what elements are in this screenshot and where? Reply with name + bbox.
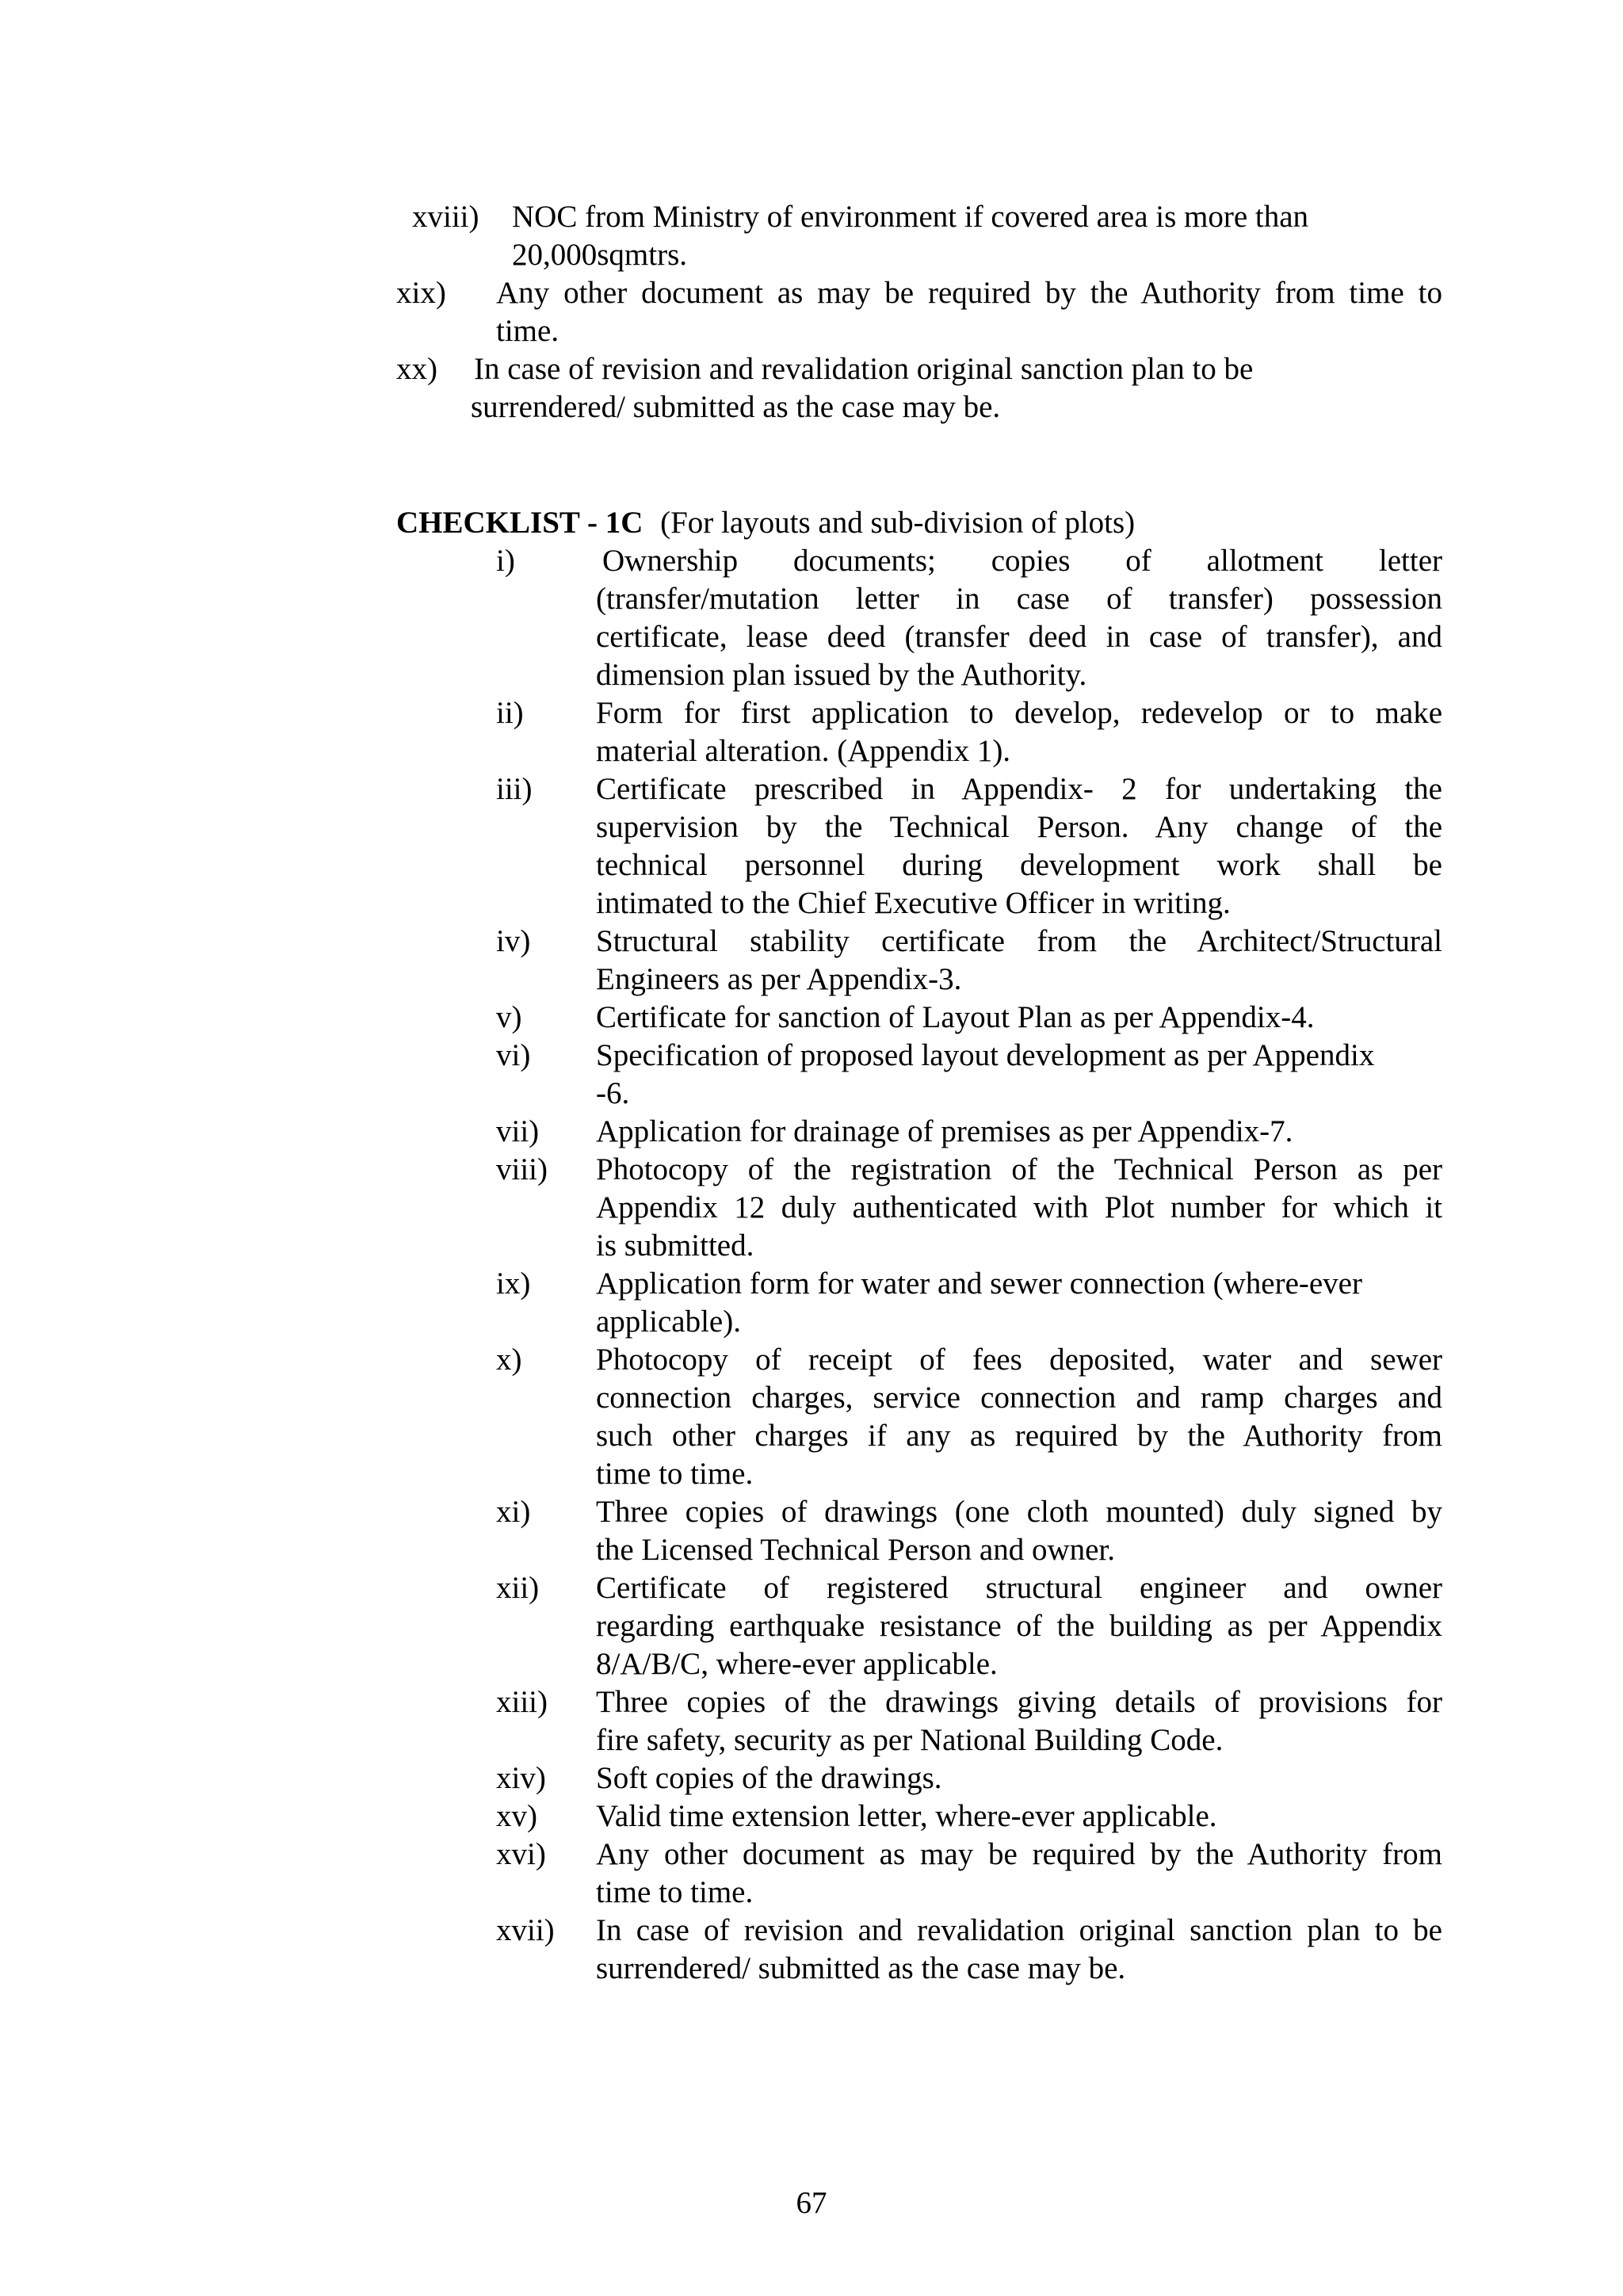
checklist-item-text: Three copies of drawings (one cloth mounted) duly signed by	[596, 1495, 1442, 1529]
checklist-item-text: Application form for water and sewer connection (where-ever	[596, 1266, 1362, 1301]
checklist-item-text: Any other document as may be required by the Authority from	[596, 1837, 1442, 1871]
checklist-item-number: ii)	[496, 696, 524, 730]
checklist-item-text: time to time.	[596, 1875, 754, 1909]
checklist-item-number: iv)	[496, 924, 531, 958]
checklist-item-text: Form for first application to develop, redevelop or to make	[596, 696, 1442, 730]
checklist-item-text: In case of revision and revalidation original sanction plan to be	[596, 1913, 1442, 1947]
checklist-item-text: intimated to the Chief Executive Officer in writing.	[596, 886, 1231, 920]
list-item-text: Any other document as may be required by the Authority from time to	[496, 276, 1442, 310]
list-item-text: surrendered/ submitted as the case may be.	[471, 390, 1001, 424]
checklist-item-text: time to time.	[596, 1457, 754, 1491]
checklist-item-number: xv)	[496, 1799, 537, 1833]
checklist-item-text: technical personnel during development work shall be	[596, 848, 1442, 882]
checklist-heading	[396, 504, 1135, 542]
checklist-item-number: xiv)	[496, 1761, 546, 1795]
checklist-item-number: v)	[496, 1000, 522, 1034]
checklist-item-text: such other charges if any as required by the Authority from	[596, 1419, 1442, 1453]
list-item-number: xx)	[396, 352, 437, 386]
checklist-item-text: Valid time extension letter, where-ever applicable.	[596, 1799, 1217, 1833]
checklist-item-number: xvi)	[496, 1837, 546, 1871]
checklist-item-text: the Licensed Technical Person and owner.	[596, 1533, 1116, 1567]
list-item-text: time.	[496, 314, 559, 348]
checklist-item-text: certificate, lease deed (transfer deed in case of transfer), and	[596, 620, 1442, 654]
checklist-item-text: fire safety, security as per National Building Code.	[596, 1723, 1224, 1757]
checklist-item-number: xiii)	[496, 1685, 548, 1719]
checklist-item-text: Engineers as per Appendix-3.	[596, 962, 962, 996]
checklist-item-text: Certificate of registered structural engineer and owner	[596, 1571, 1442, 1605]
checklist-item-text: Ownership documents; copies of allotment letter	[602, 544, 1442, 578]
list-item-number: xviii)	[412, 200, 479, 234]
list-item-text: NOC from Ministry of environment if covered area is more than	[512, 200, 1309, 234]
checklist-item-text: Three copies of the drawings giving details of provisions for	[596, 1685, 1442, 1719]
checklist-item-text: Photocopy of the registration of the Technical Person as per	[596, 1152, 1442, 1186]
checklist-item-text: material alteration. (Appendix 1).	[596, 734, 1011, 768]
checklist-item-number: xvii)	[496, 1913, 555, 1947]
checklist-item-number: iii)	[496, 772, 533, 806]
checklist-item-text: Application for drainage of premises as per Appendix-7.	[596, 1114, 1293, 1148]
checklist-item-text: Specification of proposed layout development as per Appendix	[596, 1038, 1375, 1072]
checklist-item-number: vii)	[496, 1114, 540, 1148]
checklist-item-number: vi)	[496, 1038, 531, 1072]
checklist-item-text: dimension plan issued by the Authority.	[596, 658, 1087, 692]
checklist-item-text: Certificate prescribed in Appendix- 2 for undertaking the	[596, 772, 1442, 806]
checklist-item-text: Structural stability certificate from the Architect/Structural	[596, 924, 1442, 958]
page-number: 67	[796, 2186, 827, 2220]
checklist-item-text: 8/A/B/C, where-ever applicable.	[596, 1647, 998, 1681]
checklist-item-text: -6.	[596, 1076, 630, 1110]
checklist-item-number: viii)	[496, 1152, 548, 1186]
checklist-item-number: xii)	[496, 1571, 540, 1605]
list-item-text: In case of revision and revalidation original sanction plan to be	[474, 352, 1254, 386]
checklist-item-number: x)	[496, 1343, 522, 1377]
checklist-item-text: regarding earthquake resistance of the building as per Appendix	[596, 1609, 1442, 1643]
checklist-title: CHECKLIST - 1C	[396, 506, 643, 540]
checklist-item-text: surrendered/ submitted as the case may be.	[596, 1951, 1126, 1985]
checklist-item-text: Soft copies of the drawings.	[596, 1761, 942, 1795]
checklist-item-text: applicable).	[596, 1305, 741, 1339]
checklist-item-text: (transfer/mutation letter in case of transfer) possession	[596, 582, 1442, 616]
checklist-item-text: Appendix 12 duly authenticated with Plot number for which it	[596, 1190, 1442, 1224]
list-item-number: xix)	[396, 276, 446, 310]
checklist-subtitle: (For layouts and sub-division of plots)	[660, 506, 1136, 540]
checklist-item-text: Photocopy of receipt of fees deposited, water and sewer	[596, 1343, 1442, 1377]
checklist-item-number: xi)	[496, 1495, 531, 1529]
list-item-text: 20,000sqmtrs.	[512, 238, 688, 272]
checklist-item-number: ix)	[496, 1266, 531, 1301]
checklist-item-text: supervision by the Technical Person. Any change of the	[596, 810, 1442, 844]
checklist-item-text: is submitted.	[596, 1228, 754, 1263]
checklist-item-number: i)	[496, 544, 515, 578]
checklist-item-text: Certificate for sanction of Layout Plan as per Appendix-4.	[596, 1000, 1315, 1034]
checklist-item-text: connection charges, service connection and ramp charges and	[596, 1381, 1442, 1415]
